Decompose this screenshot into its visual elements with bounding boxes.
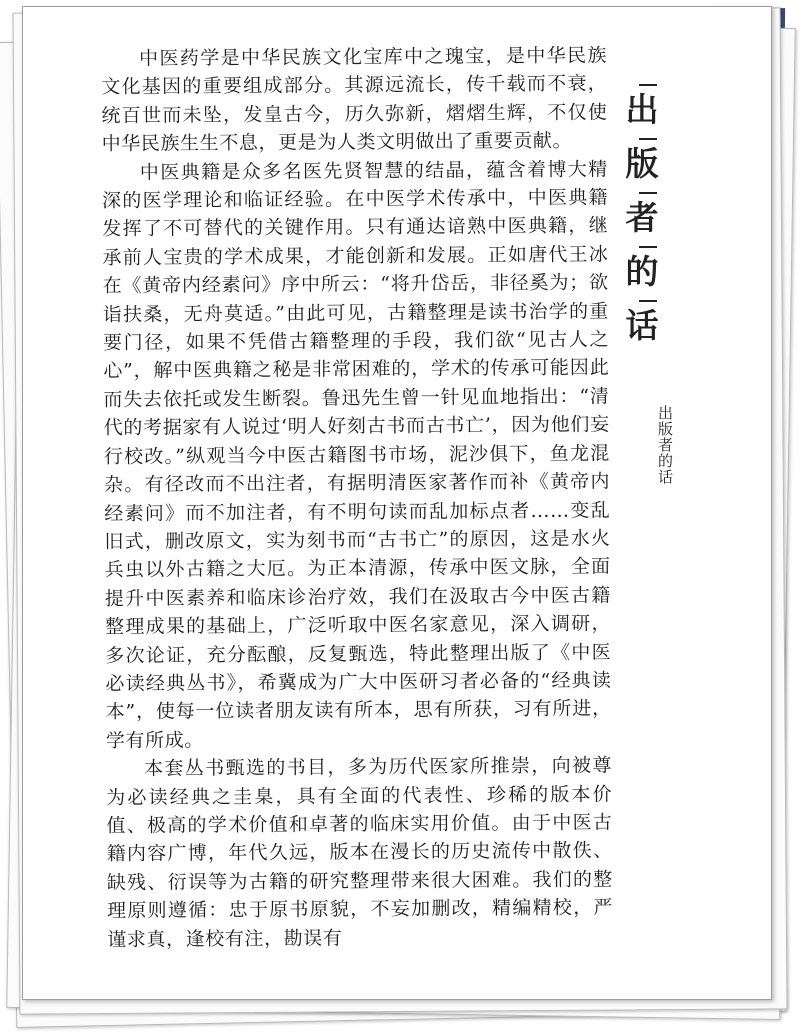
title-char: 版 [625, 144, 659, 183]
paragraph: 本套丛书甄选的书目，多为历代医家所推崇，向被尊为必读经典之圭臬，具有全面的代表性、珍稀的版本价值、极高的学术价值和卓著的临床实用价值。由于中医古籍内容广博，年代久远，版本在漫长的历史流传中散佚、缺残、衍误等为古籍的研究整理带来很大困难。我们的整理原则遵循：忠于原书原貌，不妄加删改，精编精校，严谨求真，逢校有注，勘误有 [106, 754, 614, 951]
section-title [615, 79, 669, 349]
title-char: 话 [625, 306, 659, 345]
body-text [101, 41, 613, 954]
title-dash [615, 241, 669, 255]
title-char: 的 [625, 252, 659, 291]
title-dash [615, 79, 669, 93]
title-dash [615, 295, 669, 309]
title-char: 者 [625, 198, 659, 237]
paragraph: 中医典籍是众多名医先贤智慧的结晶，蕴含着博大精深的医学理论和临证经验。在中医学术传承中，中医典籍发挥了不可替代的关键作用。只有通达谙熟中医典籍，继承前人宝贵的学术成果，才能创新和发展。正如唐代王冰在《黄帝内经素问》序中所云：“将升岱岳，非径奚为；欲诣扶桑，无舟莫适。”由此可见，古籍整理是读书治学的重要门径，如果不凭借古籍整理的手段，我们欲“见古人之心”，解中医典籍之秘是非常困难的，学术的传承可能因此而失去依托或发生断裂。鲁迅先生曾一针见血地指出：“清代的考据家有人说过‘明人好刻古书而古书亡’，因为他们妄行校改。”纵观当今中医古籍图书市场，泥沙俱下，鱼龙混杂。有径改而不出注者，有据明清医家著作而补《黄帝内经素问》而不加注者，有不明句读而乱加标点者……变乱旧式，删改原文，实为刻书而“古书亡”的原因，这是水火兵虫以外古籍之大厄。为正本清源，传承中医文脉，全面提升中医素养和临床诊治疗效，我们在汲取古今中医古籍整理成果的基础上，广泛听取中医名家意见，深入调研，多次论证，充分酝酿，反复甄选，特此整理出版了《中医必读经典丛书》，希冀成为广大中医研习者必备的“经典读本”，使每一位读者朋友读有所本，思有所获，习有所进，学有所成。 [102, 158, 612, 752]
title-dash [615, 187, 669, 201]
title-char: 出 [625, 90, 659, 129]
paragraph: 中医药学是中华民族文化宝库中之瑰宝，是中华民族文化基因的重要组成部分。其源远流长，传千载而不衰，统百世而未坠，发皇古今，历久弥新，熠熠生辉，不仅使中华民族生生不息，更是为人类文明做出了重要贡献。 [101, 44, 608, 156]
title-dash [615, 133, 669, 147]
book-page [22, 6, 772, 1000]
running-head: 出版者的话 [656, 405, 674, 485]
